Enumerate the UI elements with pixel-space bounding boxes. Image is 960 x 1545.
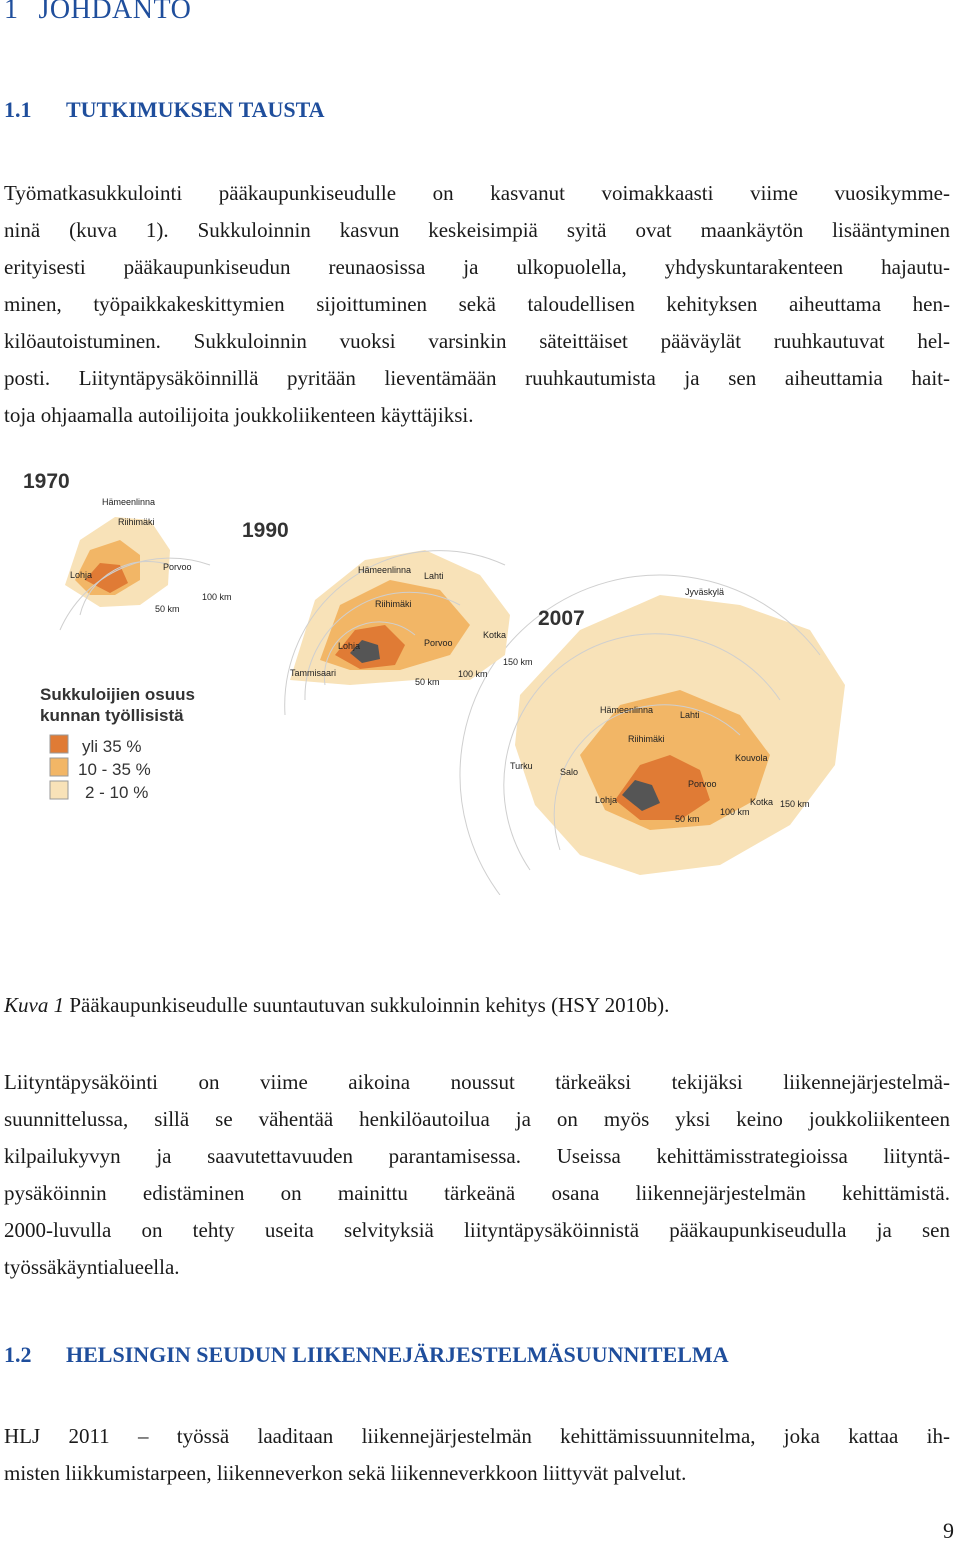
- place-label: Hämeenlinna: [358, 565, 412, 575]
- distance-label: 150 km: [780, 799, 810, 809]
- year-1990-label: 1990: [242, 519, 289, 542]
- distance-label: 50 km: [415, 677, 440, 687]
- legend-label: yli 35 %: [82, 737, 142, 756]
- place-label: Porvoo: [163, 562, 192, 572]
- chapter-heading: [4, 0, 191, 26]
- page-number: 9: [943, 1518, 954, 1543]
- paragraph-line: suunnittelussa, sillä se vähentää henkilöautoilua ja on myös yksi keino joukkoliikenteen: [4, 1107, 950, 1131]
- place-label: Kouvola: [735, 753, 768, 763]
- place-label: Riihimäki: [375, 599, 412, 609]
- paragraph-park-and-ride: [4, 1064, 950, 1286]
- year-1970-label: 1970: [23, 470, 70, 493]
- legend-swatch-low: [50, 781, 68, 799]
- distance-label: 100 km: [202, 592, 232, 602]
- paragraph-line: työssäkäyntialueella.: [4, 1255, 180, 1279]
- section-heading-1-1: [4, 97, 325, 123]
- place-label: Porvoo: [688, 779, 717, 789]
- paragraph-line: minen, työpaikkakeskittymien sijoittuminen sekä taloudellisen kehityksen aiheuttama hen-: [4, 292, 950, 316]
- distance-label: 150 km: [503, 657, 533, 667]
- legend-swatch-high: [50, 735, 68, 753]
- distance-label: 100 km: [720, 807, 750, 817]
- place-label: Lohja: [595, 795, 618, 805]
- legend-title-line-1: Sukkuloijien osuus: [40, 685, 195, 704]
- paragraph-line: 2000-luvulla on tehty useita selvityksiä liityntäpysäköinnistä pääkaupunkiseudulla ja sen: [4, 1218, 950, 1242]
- section-title: TUTKIMUKSEN TAUSTA: [66, 97, 325, 122]
- paragraph-line: HLJ 2011 – työssä laaditaan liikennejärjestelmän kehittämissuunnitelma, joka kattaa ih-: [4, 1424, 950, 1448]
- paragraph-line: misten liikkumistarpeen, liikenneverkon sekä liikenneverkkoon liittyvät palvelut.: [4, 1461, 687, 1485]
- place-label: Lahti: [680, 710, 700, 720]
- place-label: Riihimäki: [628, 734, 665, 744]
- map-legend: [40, 685, 195, 802]
- place-label: Riihimäki: [118, 517, 155, 527]
- paragraph-line: toja ohjaamalla autoilijoita joukkoliikenteen käyttäjiksi.: [4, 403, 474, 427]
- paragraph-line: posti. Liityntäpysäköinnillä pyritään lieventämään ruuhkautumista ja sen aiheuttamia hait-: [4, 366, 950, 390]
- place-label: Hämeenlinna: [102, 497, 156, 507]
- section-heading-1-2: [4, 1342, 729, 1368]
- place-label: Hämeenlinna: [600, 705, 654, 715]
- place-label: Porvoo: [424, 638, 453, 648]
- place-label: Kotka: [750, 797, 774, 807]
- place-label: Salo: [560, 767, 579, 777]
- legend-swatch-mid: [50, 758, 68, 776]
- caption-label: Kuva 1: [4, 993, 65, 1017]
- paragraph-intro: [4, 175, 950, 434]
- chapter-number: 1: [4, 0, 19, 25]
- paragraph-line: erityisesti pääkaupunkiseudun reunaosissa ja ulkopuolella, yhdyskuntarakenteen hajautu-: [4, 255, 950, 279]
- paragraph-hlj: [4, 1418, 950, 1492]
- paragraph-line: kilöautoistuminen. Sukkuloinnin vuoksi varsinkin säteittäiset pääväylät ruuhkautuvat hel-: [4, 329, 950, 353]
- map-1970-distance-labels: [155, 592, 232, 614]
- commuting-maps-figure: [20, 455, 870, 895]
- chapter-title: JOHDANTO: [38, 0, 192, 25]
- map-2007-regions: [515, 595, 845, 875]
- paragraph-line: ninä (kuva 1). Sukkuloinnin kasvun keskeisimpiä syitä ovat maankäytön lisääntyminen: [4, 218, 950, 242]
- caption-text: Pääkaupunkiseudulle suuntautuvan sukkuloinnin kehitys (HSY 2010b).: [64, 993, 670, 1017]
- place-label: Tammisaari: [290, 668, 337, 678]
- distance-label: 50 km: [155, 604, 180, 614]
- section-number: 1.2: [4, 1342, 32, 1367]
- place-label: Jyväskylä: [685, 587, 725, 597]
- year-2007-label: 2007: [538, 607, 585, 630]
- place-label: Turku: [510, 761, 533, 771]
- legend-label: 10 - 35 %: [78, 760, 151, 779]
- place-label: Kotka: [483, 630, 507, 640]
- paragraph-line: kilpailukyvyn ja saavutettavuuden parantamisessa. Useissa kehittämisstrategioissa liityntä-: [4, 1144, 950, 1168]
- map-2007: [460, 575, 845, 895]
- legend-label: 2 - 10 %: [85, 783, 149, 802]
- paragraph-line: pysäköinnin edistäminen on mainittu tärkeänä osana liikennejärjestelmän kehittämistä.: [4, 1181, 950, 1205]
- paragraph-line: Liityntäpysäköinti on viime aikoina noussut tärkeäksi tekijäksi liikennejärjestelmä-: [4, 1070, 950, 1094]
- legend-title-line-2: kunnan työllisistä: [40, 706, 184, 725]
- map-1970: [23, 470, 232, 630]
- place-label: Lohja: [338, 641, 361, 651]
- distance-label: 50 km: [675, 814, 700, 824]
- map-1990: [242, 519, 533, 715]
- place-label: Lohja: [70, 570, 93, 580]
- paragraph-line: Työmatkasukkulointi pääkaupunkiseudulle on kasvanut voimakkaasti viime vuosikymme-: [4, 181, 950, 205]
- place-label: Lahti: [424, 571, 444, 581]
- distance-label: 100 km: [458, 669, 488, 679]
- section-title: HELSINGIN SEUDUN LIIKENNEJÄRJESTELMÄSUUNNITELMA: [66, 1342, 729, 1367]
- section-number: 1.1: [4, 97, 32, 122]
- figure-caption: [4, 993, 669, 1018]
